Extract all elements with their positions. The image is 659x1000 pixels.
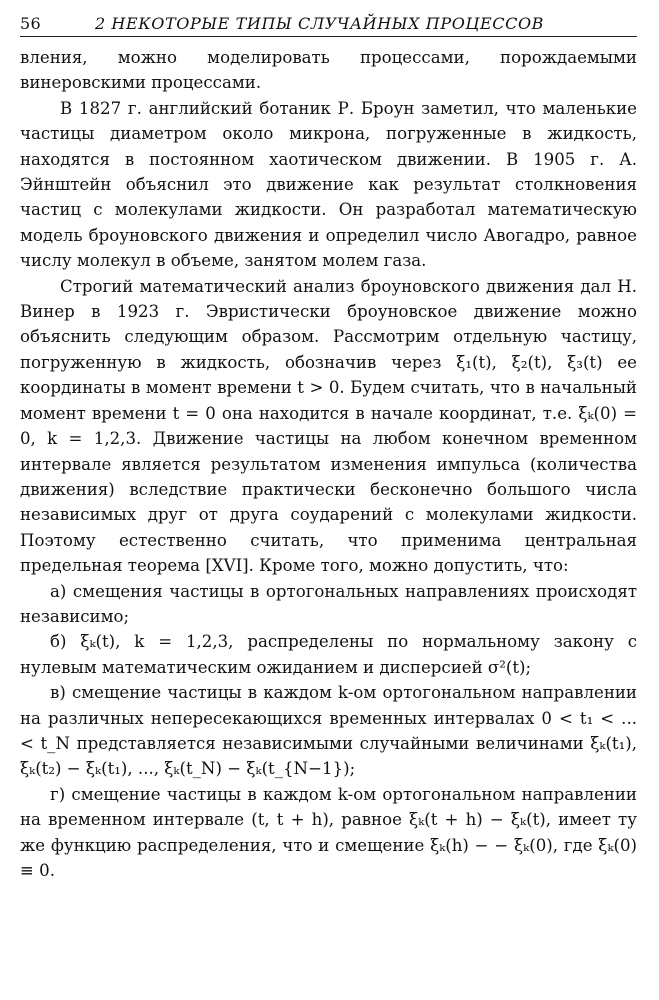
list-item-b: б) ξₖ(t), k = 1,2,3, распределены по нормальному закону с нулевым математическим ожиданием и дисперсией σ²(t); [20,632,637,677]
page-header [20,14,637,37]
list-item-g: г) смещение частицы в каждом k-ом ортогональном направлении на временном интервале (t, t + h), равное ξₖ(t + h) − ξₖ(t), имеет ту же функцию распределения, что и смещение ξₖ(h) − − ξₖ(0), где ξₖ(0) ≡ 0. [20,784,637,880]
running-title: 2 НЕКОТОРЫЕ ТИПЫ СЛУЧАЙНЫХ ПРОЦЕССОВ [94,14,545,33]
page-number: 56 [20,14,41,33]
list-item-a: а) смещения частицы в ортогональных направлениях происходят независимо; [20,581,637,626]
paragraph: Строгий математический анализ броуновского движения дал Н. Винер в 1923 г. Эвристически броуновское движение можно объяснить следующим образом. Рассмотрим отдельную частицу, погруженную в жидкость, обозначив через ξ₁(t), ξ₂(t), ξ₃(t) ее координаты в момент времени t > 0. Будем считать, что в начальный момент времени t = 0 она находится в начале координат, т.е. ξₖ(0) = 0, k = 1,2,3. Движение частицы на любом конечном временном интервале является результатом изменения импульса (количества движения) вследствие практически бесконечно большого числа независимых друг от друга соударений с молекулами жидкости. Поэтому естественно считать, что применима центральная предельная теорема [XVI]. Кроме того, можно допустить, что: [20,276,637,576]
paragraph: вления, можно моделировать процессами, порождаемыми винеровскими процессами. [20,48,637,93]
list-item-v: в) смещение частицы в каждом k-ом ортогональном направлении на различных непересекающихся временных интервалах 0 < t₁ < ... < t_N представляется независимыми случайными величинами ξₖ(t₁), ξₖ(t₂) − ξₖ(t₁), ..., ξₖ(t_N) − ξₖ(t_{N−1}); [20,683,637,779]
paragraph: В 1827 г. английский ботаник Р. Броун заметил, что маленькие частицы диаметром около микрона, погруженные в жидкость, находятся в постоянном хаотическом движении. В 1905 г. А. Эйнштейн объяснил это движение как результат столкновения частиц с молекулами жидкости. Он разработал математическую модель броуновского движения и определил число Авогадро, равное числу молекул в объеме, занятом молем газа. [20,98,637,271]
